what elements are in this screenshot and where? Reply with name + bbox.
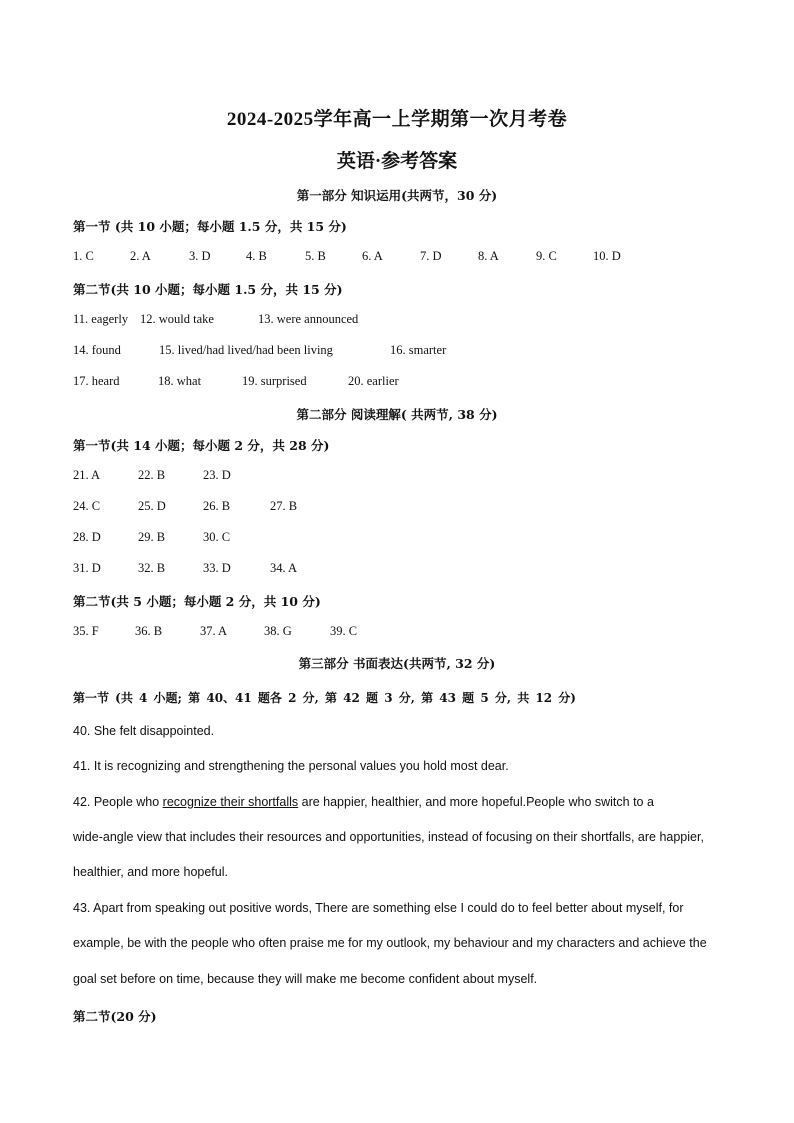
answer-item: 36. B bbox=[135, 624, 163, 638]
part3-sec2-heading: 第二节(20 分) bbox=[73, 1009, 157, 1024]
answer-item: 15. lived/had lived/had been living bbox=[159, 343, 333, 357]
answer-item: 20. earlier bbox=[348, 374, 399, 388]
page-title: 2024-2025学年高一上学期第一次月考卷 bbox=[226, 109, 568, 130]
answer-item: 39. C bbox=[330, 624, 358, 638]
answer-item: 37. A bbox=[200, 624, 228, 638]
part2-sec2-row bbox=[73, 624, 357, 639]
answer-43-line1: 43. Apart from speaking out positive words, There are something else I could do to feel better about myself, for bbox=[73, 901, 684, 915]
answer-item: 27. B bbox=[270, 499, 298, 513]
answer-item: 17. heard bbox=[73, 374, 120, 388]
answer-item: 35. F bbox=[73, 624, 99, 638]
answer-item: 19. surprised bbox=[242, 374, 307, 388]
answer-item: 8. A bbox=[478, 249, 499, 263]
part1-sec2-heading: 第二节(共 10 小题；每小题 1.5 分，共 15 分) bbox=[73, 282, 343, 297]
answer-item: 5. B bbox=[305, 249, 326, 263]
answer-item: 2. A bbox=[130, 249, 151, 263]
part1-sec2-row bbox=[73, 374, 399, 389]
part1-sec1-answers bbox=[73, 249, 621, 264]
part2-sec1-row bbox=[73, 468, 231, 483]
page-subtitle: 英语·参考答案 bbox=[336, 151, 458, 172]
answer-item: 25. D bbox=[138, 499, 166, 513]
answer-42-prefix: 42. People who bbox=[73, 795, 163, 809]
answer-item: 7. D bbox=[420, 249, 442, 263]
answer-42-underlined: recognize their shortfalls bbox=[162, 795, 299, 809]
part2-heading: 第二部分 阅读理解( 共两节, 38 分) bbox=[296, 407, 498, 422]
answer-item: 3. D bbox=[189, 249, 211, 263]
part2-sec1-heading: 第一节(共 14 小题；每小题 2 分，共 28 分) bbox=[73, 438, 330, 453]
answer-item: 16. smarter bbox=[390, 343, 447, 357]
answer-43-line3: goal set before on time, because they will make me become confident about myself. bbox=[73, 972, 538, 986]
answer-item: 10. D bbox=[593, 249, 621, 263]
answer-item: 28. D bbox=[73, 530, 101, 544]
answer-item: 4. B bbox=[246, 249, 267, 263]
answer-item: 33. D bbox=[203, 561, 231, 575]
answer-item: 22. B bbox=[138, 468, 166, 482]
answer-item: 21. A bbox=[73, 468, 101, 482]
answer-item: 11. eagerly bbox=[73, 312, 129, 326]
answer-40: 40. She felt disappointed. bbox=[73, 724, 215, 738]
part1-sec2-row bbox=[73, 343, 446, 358]
answer-42-line2: wide-angle view that includes their resources and opportunities, instead of focusing on their shortfalls, are happier, bbox=[73, 830, 704, 844]
answer-42-line3: healthier, and more hopeful. bbox=[73, 865, 228, 879]
part3-sec1-heading: 第一节 (共 4 小题; 第 40、41 题各 2 分, 第 42 题 3 分, 第 43 题 5 分, 共 12 分) bbox=[73, 691, 576, 705]
answer-item: 32. B bbox=[138, 561, 166, 575]
answer-item: 9. C bbox=[536, 249, 557, 263]
answer-43-line2: example, be with the people who often praise me for my outlook, my behaviour and my characters and achieve the bbox=[73, 936, 707, 950]
answer-41: 41. It is recognizing and strengthening the personal values you hold most dear. bbox=[73, 759, 509, 773]
part2-sec2-heading: 第二节(共 5 小题；每小题 2 分，共 10 分) bbox=[73, 594, 321, 609]
answer-item: 26. B bbox=[203, 499, 231, 513]
answer-item: 34. A bbox=[270, 561, 298, 575]
part2-sec1-row bbox=[73, 530, 230, 545]
answer-42-suffix: are happier, healthier, and more hopeful.People who switch to a bbox=[298, 795, 654, 809]
answer-item: 1. C bbox=[73, 249, 94, 263]
answer-item: 6. A bbox=[362, 249, 383, 263]
answer-item: 31. D bbox=[73, 561, 101, 575]
answer-item: 29. B bbox=[138, 530, 166, 544]
answer-item: 18. what bbox=[158, 374, 202, 388]
answer-item: 13. were announced bbox=[258, 312, 359, 326]
part1-heading: 第一部分 知识运用(共两节，30 分) bbox=[296, 188, 498, 203]
answer-item: 23. D bbox=[203, 468, 231, 482]
part3-heading: 第三部分 书面表达(共两节, 32 分) bbox=[298, 656, 496, 671]
answer-item: 12. would take bbox=[140, 312, 214, 326]
part2-sec1-row bbox=[73, 561, 297, 576]
part1-sec2-row bbox=[73, 312, 358, 327]
answer-item: 38. G bbox=[264, 624, 292, 638]
answer-42-line1 bbox=[73, 795, 723, 809]
answer-item: 24. C bbox=[73, 499, 101, 513]
answer-item: 14. found bbox=[73, 343, 121, 357]
part1-sec1-heading: 第一节 (共 10 小题；每小题 1.5 分，共 15 分) bbox=[73, 219, 347, 234]
part2-sec1-row bbox=[73, 499, 297, 514]
answer-item: 30. C bbox=[203, 530, 231, 544]
